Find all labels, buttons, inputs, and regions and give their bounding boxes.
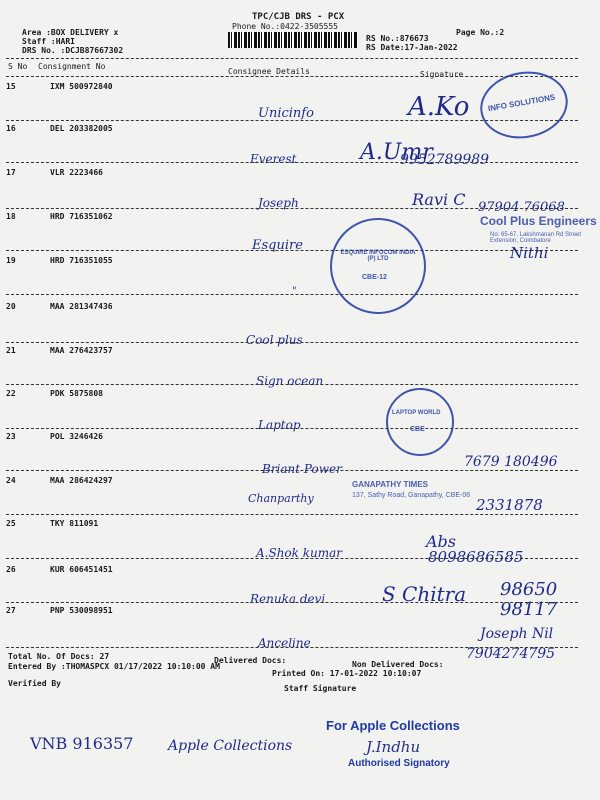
- signature: Abs: [426, 532, 457, 551]
- printed-on: Printed On: 17-01-2022 10:10:07: [272, 669, 422, 678]
- divider: [6, 602, 578, 603]
- phone-number-handwritten: 7679 180496: [464, 454, 558, 470]
- row-sno: 18: [6, 212, 16, 221]
- divider: [6, 428, 578, 429]
- stamp-text: LAPTOP WORLD: [392, 410, 441, 416]
- barcode: [228, 32, 358, 48]
- phone-number-handwritten: 8098686585: [428, 548, 524, 566]
- consignee-name: Renuka devi: [250, 592, 326, 606]
- row-consignment: KUR 606451451: [50, 565, 113, 574]
- signature: Joseph Nil: [480, 626, 554, 642]
- staff-signature-label: Staff Signature: [284, 684, 357, 693]
- consignee-name: Joseph: [258, 196, 299, 210]
- row-consignment: MAA 276423757: [50, 346, 113, 355]
- phone-number-handwritten: 7904274795: [466, 646, 556, 662]
- stamp-address: 137, Sathy Road, Ganapathy, CBE-06: [352, 492, 471, 499]
- verified-by: Verified By: [8, 679, 61, 688]
- row-sno: 24: [6, 476, 16, 485]
- stamp-title: GANAPATHY TIMES: [352, 480, 429, 489]
- area-field: Area :BOX DELIVERY x: [22, 28, 119, 37]
- row-sno: 26: [6, 565, 16, 574]
- esquire-stamp: [330, 218, 426, 314]
- stamp-text: INFO SOLUTIONS: [487, 92, 556, 114]
- stamp-text: ESQUIRE INFOCOM INDIA (P) LTD: [340, 250, 416, 262]
- col-consignee: Consignee Details: [228, 67, 310, 76]
- consignee-name: A.Shok kumar: [256, 546, 343, 560]
- consignee-name: Sign ocean: [256, 374, 324, 388]
- row-sno: 25: [6, 519, 16, 528]
- signature: Nithi: [510, 244, 549, 262]
- col-sno: S No: [8, 62, 28, 71]
- entered-by: Entered By :THOMASPCX 01/17/2022 10:10:00 AM: [8, 662, 220, 671]
- consignee-name: Esquire: [252, 238, 303, 253]
- col-signature: Signature: [420, 70, 464, 79]
- signature: S Chitra: [382, 582, 467, 606]
- stamp-city: CBE: [410, 426, 425, 433]
- row-consignment: IXM 500972840: [50, 82, 113, 91]
- non-delivered-docs: Non Delivered Docs:: [352, 660, 444, 669]
- phone-number-handwritten: 98650 98117: [500, 579, 558, 620]
- signature: A.Ko: [408, 92, 470, 122]
- divider: [6, 162, 578, 163]
- ganapathy-stamp: [352, 480, 474, 514]
- divider: [6, 384, 578, 385]
- row-sno: 17: [6, 168, 16, 177]
- row-sno: 22: [6, 389, 16, 398]
- consignee-name: Chanparthy: [248, 492, 314, 505]
- row-sno: 21: [6, 346, 16, 355]
- stamp-title: Cool Plus Engineers: [480, 214, 597, 228]
- signature: Ravi C: [412, 190, 466, 209]
- divider: [6, 342, 578, 343]
- row-consignment: TKY 811091: [50, 519, 99, 528]
- row-sno: 20: [6, 302, 16, 311]
- drs-number: DRS No. :DCJB87667302: [22, 46, 124, 55]
- rs-number: RS No.:876673: [366, 34, 429, 43]
- stamp-address: No: 65-67, Lakshmanan Rd Street Extension, Coimbatore: [490, 232, 582, 244]
- row-consignment: HRD 716351055: [50, 256, 113, 265]
- row-sno: 23: [6, 432, 16, 441]
- row-consignment: PDK 5875808: [50, 389, 103, 398]
- consignee-name: Unicinfo: [258, 106, 314, 121]
- phone-number: Phone No.:0422-3505555: [232, 22, 338, 31]
- row-consignment: HRD 716351062: [50, 212, 113, 221]
- total-docs: Total No. Of Docs: 27: [8, 652, 110, 661]
- rs-date: RS Date:17-Jan-2022: [366, 43, 458, 52]
- consignee-name: Briant Power: [262, 462, 342, 476]
- row-sno: 19: [6, 256, 16, 265]
- consignee-name: Cool plus: [246, 333, 303, 347]
- handwritten-reference: VNB 916357: [30, 734, 134, 753]
- delivered-docs: Delivered Docs:: [214, 656, 287, 665]
- row-consignment: MAA 281347436: [50, 302, 113, 311]
- row-consignment: VLR 2223466: [50, 168, 103, 177]
- row-sno: 27: [6, 606, 16, 615]
- divider: [6, 208, 578, 209]
- staff-field: Staff :HARI: [22, 37, 75, 46]
- stamp-subtitle: Authorised Signatory: [348, 758, 450, 769]
- divider: [6, 76, 578, 77]
- divider: [6, 647, 578, 648]
- row-consignment: DEL 203382005: [50, 124, 113, 133]
- row-consignment: PNP 530098951: [50, 606, 113, 615]
- divider: [6, 470, 578, 471]
- document-title: TPC/CJB DRS - PCX: [252, 12, 345, 22]
- phone-number-handwritten: 9952789989: [400, 152, 490, 168]
- row-sno: 16: [6, 124, 16, 133]
- page-number: Page No.:2: [456, 28, 505, 37]
- phone-number-handwritten: 97904 76068: [478, 200, 565, 215]
- divider: [6, 294, 578, 295]
- handwritten-company: Apple Collections: [168, 738, 293, 754]
- cool-plus-stamp: [478, 212, 597, 258]
- consignee-name: Anceline: [258, 636, 311, 650]
- row-consignment: POL 3246426: [50, 432, 103, 441]
- divider: [6, 558, 578, 559]
- authorised-signature: J.Indhu: [366, 738, 421, 756]
- laptop-world-stamp: [386, 388, 454, 456]
- divider: [6, 514, 578, 515]
- consignee-name: Everest: [250, 152, 297, 166]
- col-consignment: Consignment No: [38, 62, 106, 71]
- stamp-city: CBE-12: [362, 274, 387, 281]
- row-sno: 15: [6, 82, 16, 91]
- divider: [6, 58, 578, 59]
- row-consignment: MAA 286424297: [50, 476, 113, 485]
- signature: A.Umr: [360, 140, 433, 165]
- phone-number-handwritten: 2331878: [476, 496, 543, 514]
- consignee-name: ": [292, 286, 297, 297]
- stamp-title: For Apple Collections: [326, 718, 460, 733]
- consignee-name: Laptop: [258, 418, 301, 432]
